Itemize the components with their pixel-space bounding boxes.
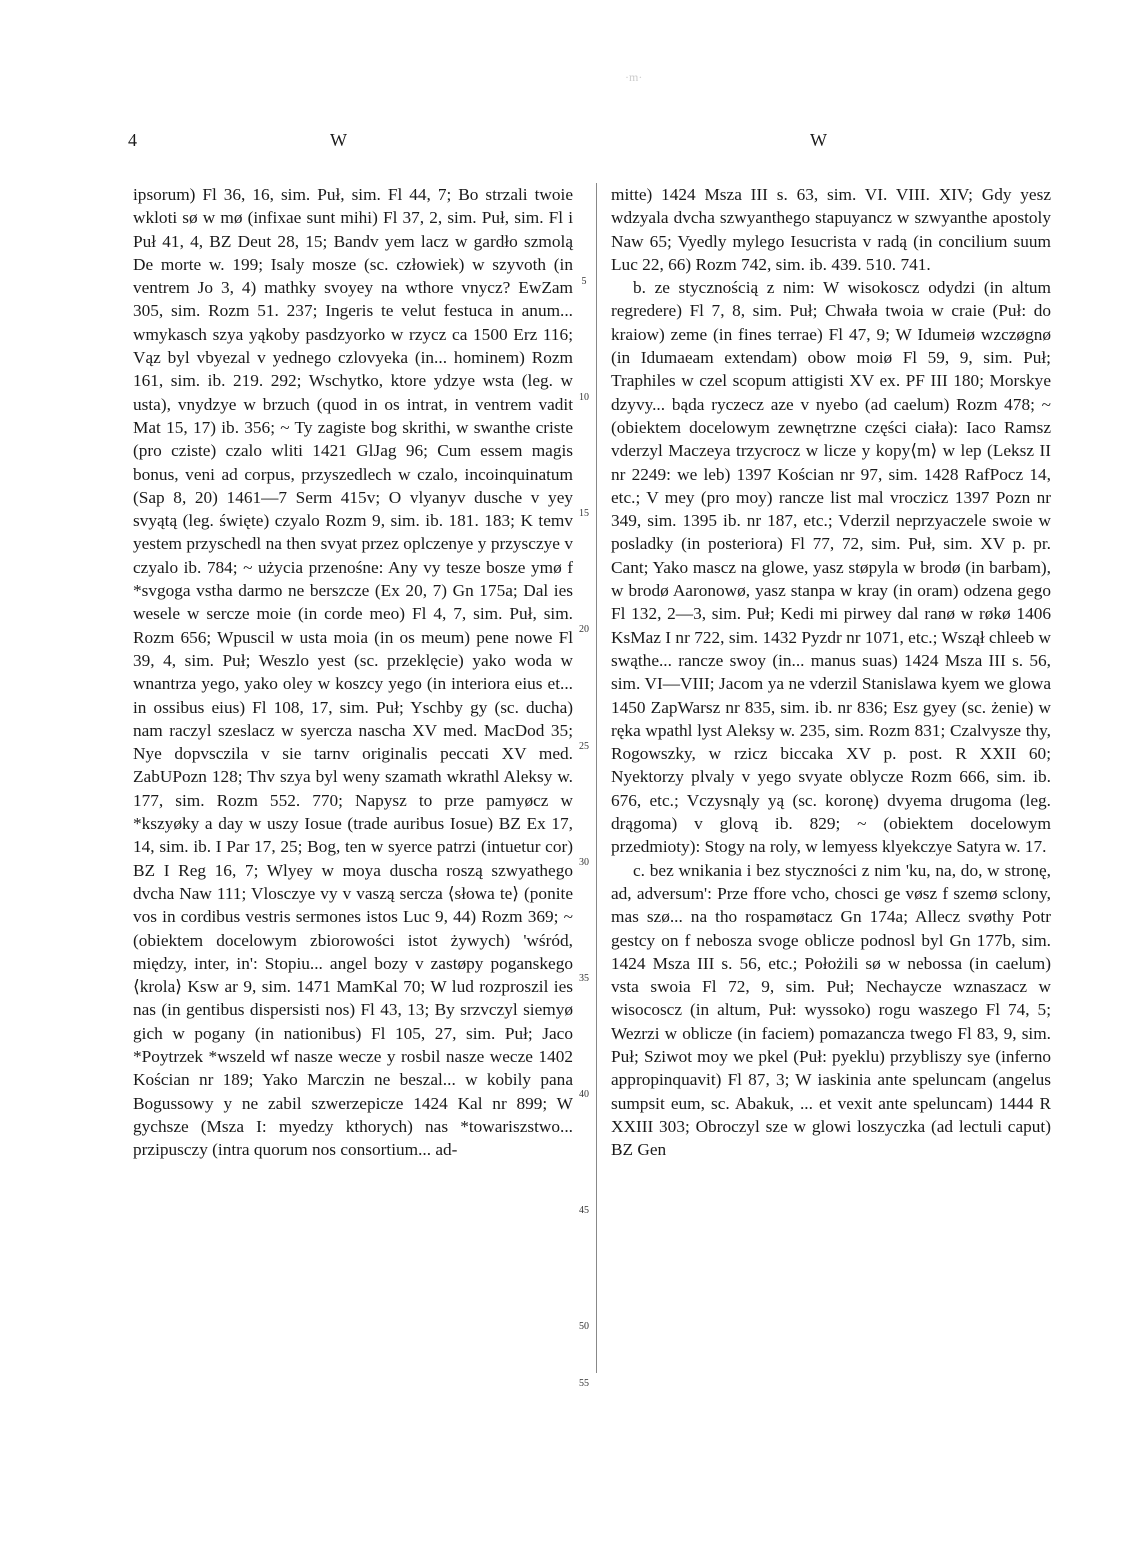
line-number: 45 [579,1205,589,1216]
faint-mark: ·m· [625,70,643,84]
line-number: 40 [579,1089,589,1100]
line-number: 55 [579,1378,589,1389]
left-paragraph: ipsorum) Fl 36, 16, sim. Puł, sim. Fl 44, 7; Bo strzali twoie wkloti sø w mø (infixae sunt mihi) Fl 37, 2, sim. Puł, sim. Fl i Puł 41, 4, BZ Deut 28, 15; Bandv yem lacz w gardło szmolą De morte w. 199; Isaly mosze (sc. człowiek) w szyvoth (in ventrem Jo 3, 4) mathky svoyey na wthore vnycz? EwZam 305, sim. Rozm 51. 237; Ingeris te velut festuca in anum... wmykasch szya yąkoby pasdzyorko w rzycz ca 1500 Erz 116; Vąz byl vbyezal v yednego czlovyeka (in... hominem) Rozm 161, sim. ib. 219. 292; Wschytko, ktore ydzye wsta (leg. w usta), vnydzye w brzuch (quod in os intrat, in ventrem vadit Mat 15, 17) ib. 356; ~ Ty zagiste bog skrithi, w swanthe criste (pro cziste) czalo wliti 1421 GlJag 96; Cum essem magis bonus, veni ad corpus, przyszedlech w czalo, incoinquinatum (Sap 8, 20) 1461—7 Serm 415v; O vlyanyv dusche v yey svyątą (leg. święte) czyalo Rozm 9, sim. ib. 181. 183; K temv yestem przyschedl na then svyat przez oplczenye y przysczye v czyalo ib. 784; ~ użycia przenośne: Any vy tesze bosze ymø f *svgoga vstha darmo ne berszcze (Ex 20, 7) Gn 175a; Dal ies wesele w sercze moie (in corde meo) Fl 4, 7, sim. Puł, sim. Rozm 656; Wpuscil w usta moia (in os meum) pene nowe Fl 39, 4, sim. Puł; Weszlo yest (sc. przeklęcie) yako woda w wnantrza yego, yako oley w koszcy yego (in interiora eius et... in ossibus eius) Fl 108, 17, sim. Puł; Yschby gy (sc. ducha) nam raczyl szeslacz w syercza nascha XV med. MacDod 35; Nye dopvsczila v sie tarnv originalis peccati XV med. ZabUPozn 128; Thv szya byl weny szamath wkrathl Aleksy w. 177, sim. Rozm 552. 770; Napysz to prze pamyøcz w *kszyøky a day w uszy Iosue (trade auribus Iosue) BZ Ex 17, 14, sim. ib. I Par 17, 25; Bog, ten w syerce patrzi (intuetur cor) BZ I Reg 16, 7; Wlyey w moya duscha roszą szwyathego dvcha Naw 111; Vlosczye vy v vaszą sercza ⟨słowa te⟩ (ponite vos in cordibus vestris sermones istos Luc 9, 44) Rozm 369; ~ (obiektem docelowym zbiorowości istot żywych) 'wśród, między, inter, in': Stopiu... angel bozy v zastøpy poganskego ⟨krola⟩ Ksw ar 9, sim. 1471 MamKal 70; W lud rozproszil ies nas (in gentibus dispersisti nos) Fl 43, 13; By srzvczyl siemyø gich w pogany (in nationibus) Fl 105, 27, sim. Puł; Jaco *Poytrzek *wszeld wf nasze wecze y rosbil nasze wecze 1402 Kościan nr 189; Yako Marczin ne beszal... w kobily pana Bogussowy y ne zabil szwerzepicze 1424 Kal nr 899; W gychsze (Msza I: myedzy kthorych) nas *towariszstwo... przipusczy (intra quorum nos consortium... ad- [133,185,573,1160]
line-number: 35 [579,973,589,984]
left-headword: W [330,130,347,150]
column-divider [596,183,597,1373]
left-column [133,183,573,1161]
line-number: 15 [579,508,589,519]
right-paragraph: mitte) 1424 Msza III s. 63, sim. VI. VIII. XIV; Gdy yesz wdzyala dvcha szwyanthego stapuyancz w szwyanthe apostoly Naw 65; Vyedly mylego Iesucrista v radą (in concilium suum Luc 22, 66) Rozm 742, sim. ib. 439. 510. 741. [611,185,1051,274]
page-number: 4 [128,130,137,150]
right-paragraph: c. bez wnikania i bez styczności z nim 'ku, na, do, w stronę, ad, adversum': Prze ffore vcho, chosci ge vøsz f szemø sclony, mas szø... na tho rospamøtacz Gn 174a; Allecz svøthy Potr gestcy on f nebosza svoge oblicze podnosl byl Gn 177b, sim. 1424 Msza III s. 56, etc.; Położili sø w nebossa (in caelum) vsta swoia Fl 72, 9, sim. Puł; Nechaycze wznaszacz w wisocoscz (in altum, Puł: wyssoko) rogu waszego Fl 74, 5; Wezrzi w oblicze (in faciem) pomazancza twego Fl 83, 9, sim. Puł; Sziwot moy we pkel (Puł: pyeklu) przybliszy sye (inferno appropinquavit) Fl 87, 3; W iaskinia ante speluncam (angelus sumpsit eum, sc. Abakuk, ... et vexit ante speluncam) 1444 R XXIII 303; Obroczyl sze w glowi loszyczka (ad lectuli caput) BZ Gen [611,860,1051,1160]
right-headword: W [810,130,827,150]
line-number: 10 [579,392,589,403]
line-number: 30 [579,857,589,868]
line-number: 5 [581,276,587,287]
line-number: 25 [579,741,589,752]
right-column [611,183,1051,1161]
right-paragraph: b. ze stycznością z nim: W wisokoscz odydzi (in altum regredere) Fl 7, 8, sim. Puł; Chwała twoia w craie (Puł: do kraiow) zeme (in fines terrae) Fl 47, 9; W Idumeiø wzczøgnø (in Idumaeam extendam) obow moiø Fl 59, 9, sim. Puł; Traphiles w czel scopum attigisti XV ex. PF III 180; Morskye dzyvy... bąda ryczecz aze v nyebo (ad caelum) Rozm 478; ~ (obiektem docelowym zewnętrzne części ciała): Iaco Ramsz vderzyl Maczeya trzycrocz w licze y kopy⟨m⟩ w lep (Leksz II nr 2249: we leb) 1397 Kościan nr 97, sim. 1428 RafPocz 14, etc.; V mey (pro moy) rancze list mal vroczicz 1397 Pozn nr 349, sim. 1395 ib. nr 187, etc.; Vderzil neprzyaczele swoie w posladky (in posteriora) Fl 77, 72, sim. Puł, sim. XV p. pr. Cant; Yako mascz na glowe, yasz støpyla w brodø (in barbam), w brodø Aaronowø, yasz stanpa w kray (in oram) odzena gego Fl 132, 2—3, sim. Puł; Kedi mi pirwey dal ranø w røkø 1406 KsMaz I nr 722, sim. 1432 Pyzdr nr 1071, etc.; Wszął chleeb w swąthe... rancze swoy (in... manus suas) 1424 Msza III s. 56, sim. VI—VIII; Jacom ya ne vderzil Stanislawa kyem we glowa 1450 ZapWarsz nr 835, sim. ib. nr 836; Esz gyey (sc. żenie) w ręka wpathl lyst Aleksy w. 235, sim. Rozm 831; Czalvysze thy, Rogowszky, w rzicz biccaka XV p. post. R XXII 60; Nyektorzy plvaly v yego svyate oblycze Rozm 666, sim. ib. 676, etc.; Vczysnąly yą (sc. koronę) dvyema drugoma (leg. drągoma) v glovą ib. 829; ~ (obiektem docelowym przedmioty): Stogy na roly, w lemyess klyekczye Satyra w. 17. [611,278,1051,857]
line-number: 20 [579,624,589,635]
line-number: 50 [579,1321,589,1332]
